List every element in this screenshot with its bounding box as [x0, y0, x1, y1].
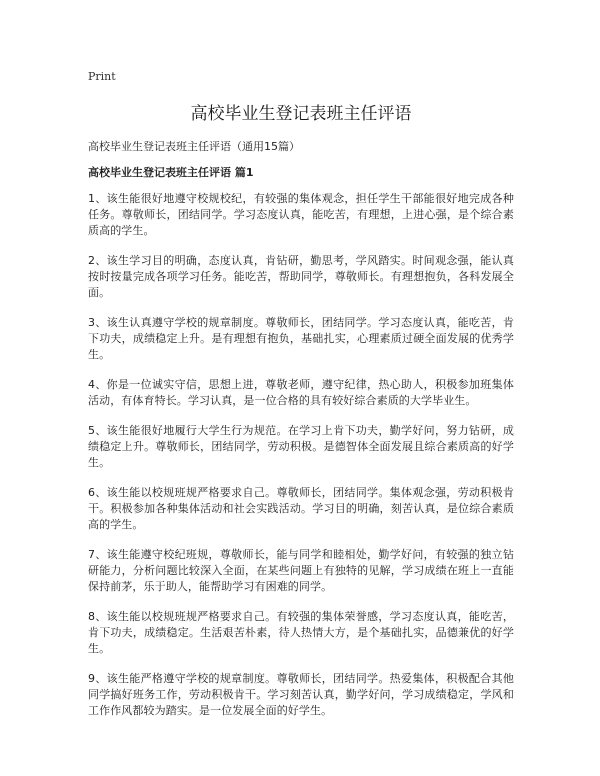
- comment-paragraph-7: 7、该生能遵守校纪班规，尊敬师长，能与同学和睦相处，勤学好问，有较强的独立钻研能力，分析问题比较深入全面，在某些问题上有独特的见解，学习成绩在班上一直能保持前茅，乐于助人，能帮助学习有困难的同学。: [88, 548, 514, 593]
- section-heading: 高校毕业生登记表班主任评语 篇1: [88, 166, 254, 179]
- comment-paragraph-5: 5、该生能很好地履行大学生行为规范。在学习上肯下功夫，勤学好问，努力钻研，成绩稳定上升。尊敬师长，团结同学，劳动积极。是德智体全面发展且综合素质高的好学生。: [88, 424, 514, 469]
- comment-paragraph-8: 8、该生能以校规班规严格要求自己。有较强的集体荣誉感，学习态度认真，能吃苦，肯下功夫，成绩稳定。生活艰苦朴素，待人热情大方，是个基础扎实，品德兼优的好学生。: [88, 610, 514, 655]
- print-label: Print: [88, 70, 116, 83]
- document-title: 高校毕业生登记表班主任评语: [190, 104, 412, 124]
- document-subtitle: 高校毕业生登记表班主任评语（通用15篇）: [88, 140, 300, 153]
- comment-paragraph-9: 9、该生能严格遵守学校的规章制度。尊敬师长，团结同学。热爱集体，积极配合其他同学搞好班务工作，劳动积极肯干。学习刻苦认真，勤学好问，学习成绩稳定，学风和工作作风都较为踏实。是一位发展全面的好学生。: [88, 672, 514, 717]
- comment-paragraph-4: 4、你是一位诚实守信，思想上进，尊敬老师，遵守纪律，热心助人，积极参加班集体活动，有体育特长。学习认真，是一位合格的具有较好综合素质的大学毕业生。: [88, 378, 514, 407]
- comment-paragraph-2: 2、该生学习目的明确，态度认真，肯钻研，勤思考，学风踏实。时间观念强，能认真按时按量完成各项学习任务。能吃苦，帮助同学，尊敬师长。有理想抱负，各科发展全面。: [88, 254, 514, 299]
- comment-paragraph-1: 1、该生能很好地遵守校规校纪，有较强的集体观念，担任学生干部能很好地完成各种任务。尊敬师长，团结同学。学习态度认真，能吃苦，有理想，上进心强，是个综合素质高的学生。: [88, 192, 514, 237]
- comment-paragraph-6: 6、该生能以校规班规严格要求自己。尊敬师长，团结同学。集体观念强，劳动积极肯干。积极参加各种集体活动和社会实践活动。学习目的明确，刻苦认真，是位综合素质高的学生。: [88, 486, 514, 531]
- comment-paragraph-3: 3、该生认真遵守学校的规章制度。尊敬师长，团结同学。学习态度认真，能吃苦，肯下功夫，成绩稳定上升。是有理想有抱负，基础扎实，心理素质过硬全面发展的优秀学生。: [88, 316, 514, 361]
